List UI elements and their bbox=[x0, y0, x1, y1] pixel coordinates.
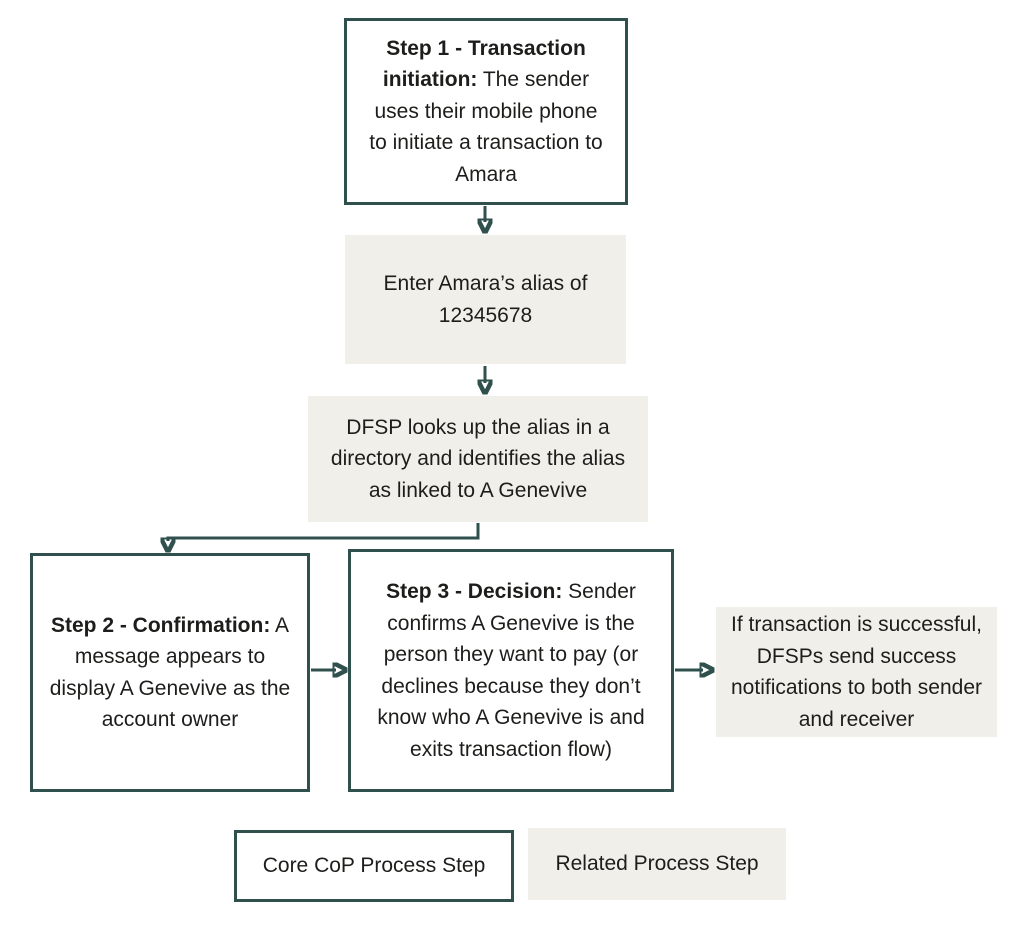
node-step3-text bbox=[367, 576, 655, 765]
node-step2-bold-label: Step 2 - Confirmation: bbox=[50, 613, 271, 637]
node-step3-bold-label: Step 3 - Decision: bbox=[386, 580, 563, 603]
node-enter-alias-text: Enter Amara’s alias of 12345678 bbox=[383, 272, 588, 327]
arrow-dfsp-to-step2 bbox=[168, 523, 478, 541]
legend-core-label: Core CoP Process Step bbox=[262, 854, 486, 878]
legend-core-cop-process-step bbox=[234, 830, 514, 902]
node-step1-text bbox=[367, 33, 605, 191]
legend-related-process-step bbox=[528, 828, 786, 900]
node-dfsp-lookup bbox=[308, 396, 648, 522]
node-step3-body: Sender confirms A Genevive is the person they want to pay (or declines because they don’t know who A Genevive is and exits transaction flow) bbox=[377, 580, 645, 761]
node-enter-alias bbox=[345, 235, 626, 364]
node-step2-body: A message appears to display A Genevive as the account owner bbox=[49, 613, 291, 731]
node-success-notification-text: If transaction is successful, DFSPs send success notifications to both sender and receiver bbox=[731, 613, 982, 731]
node-step2-confirmation bbox=[30, 553, 310, 792]
node-step1-bold-label: Step 1 - Transaction initiation: bbox=[382, 36, 586, 92]
node-success-notification bbox=[716, 607, 997, 737]
node-step2-text bbox=[45, 610, 295, 736]
node-step1-body: The sender uses their mobile phone to initiate a transaction to Amara bbox=[369, 68, 603, 186]
node-step1-transaction-initiation bbox=[344, 18, 628, 205]
legend-related-label: Related Process Step bbox=[555, 852, 759, 876]
node-step3-decision bbox=[348, 549, 674, 792]
node-dfsp-lookup-text: DFSP looks up the alias in a directory and identifies the alias as linked to A Genevive bbox=[330, 415, 626, 502]
